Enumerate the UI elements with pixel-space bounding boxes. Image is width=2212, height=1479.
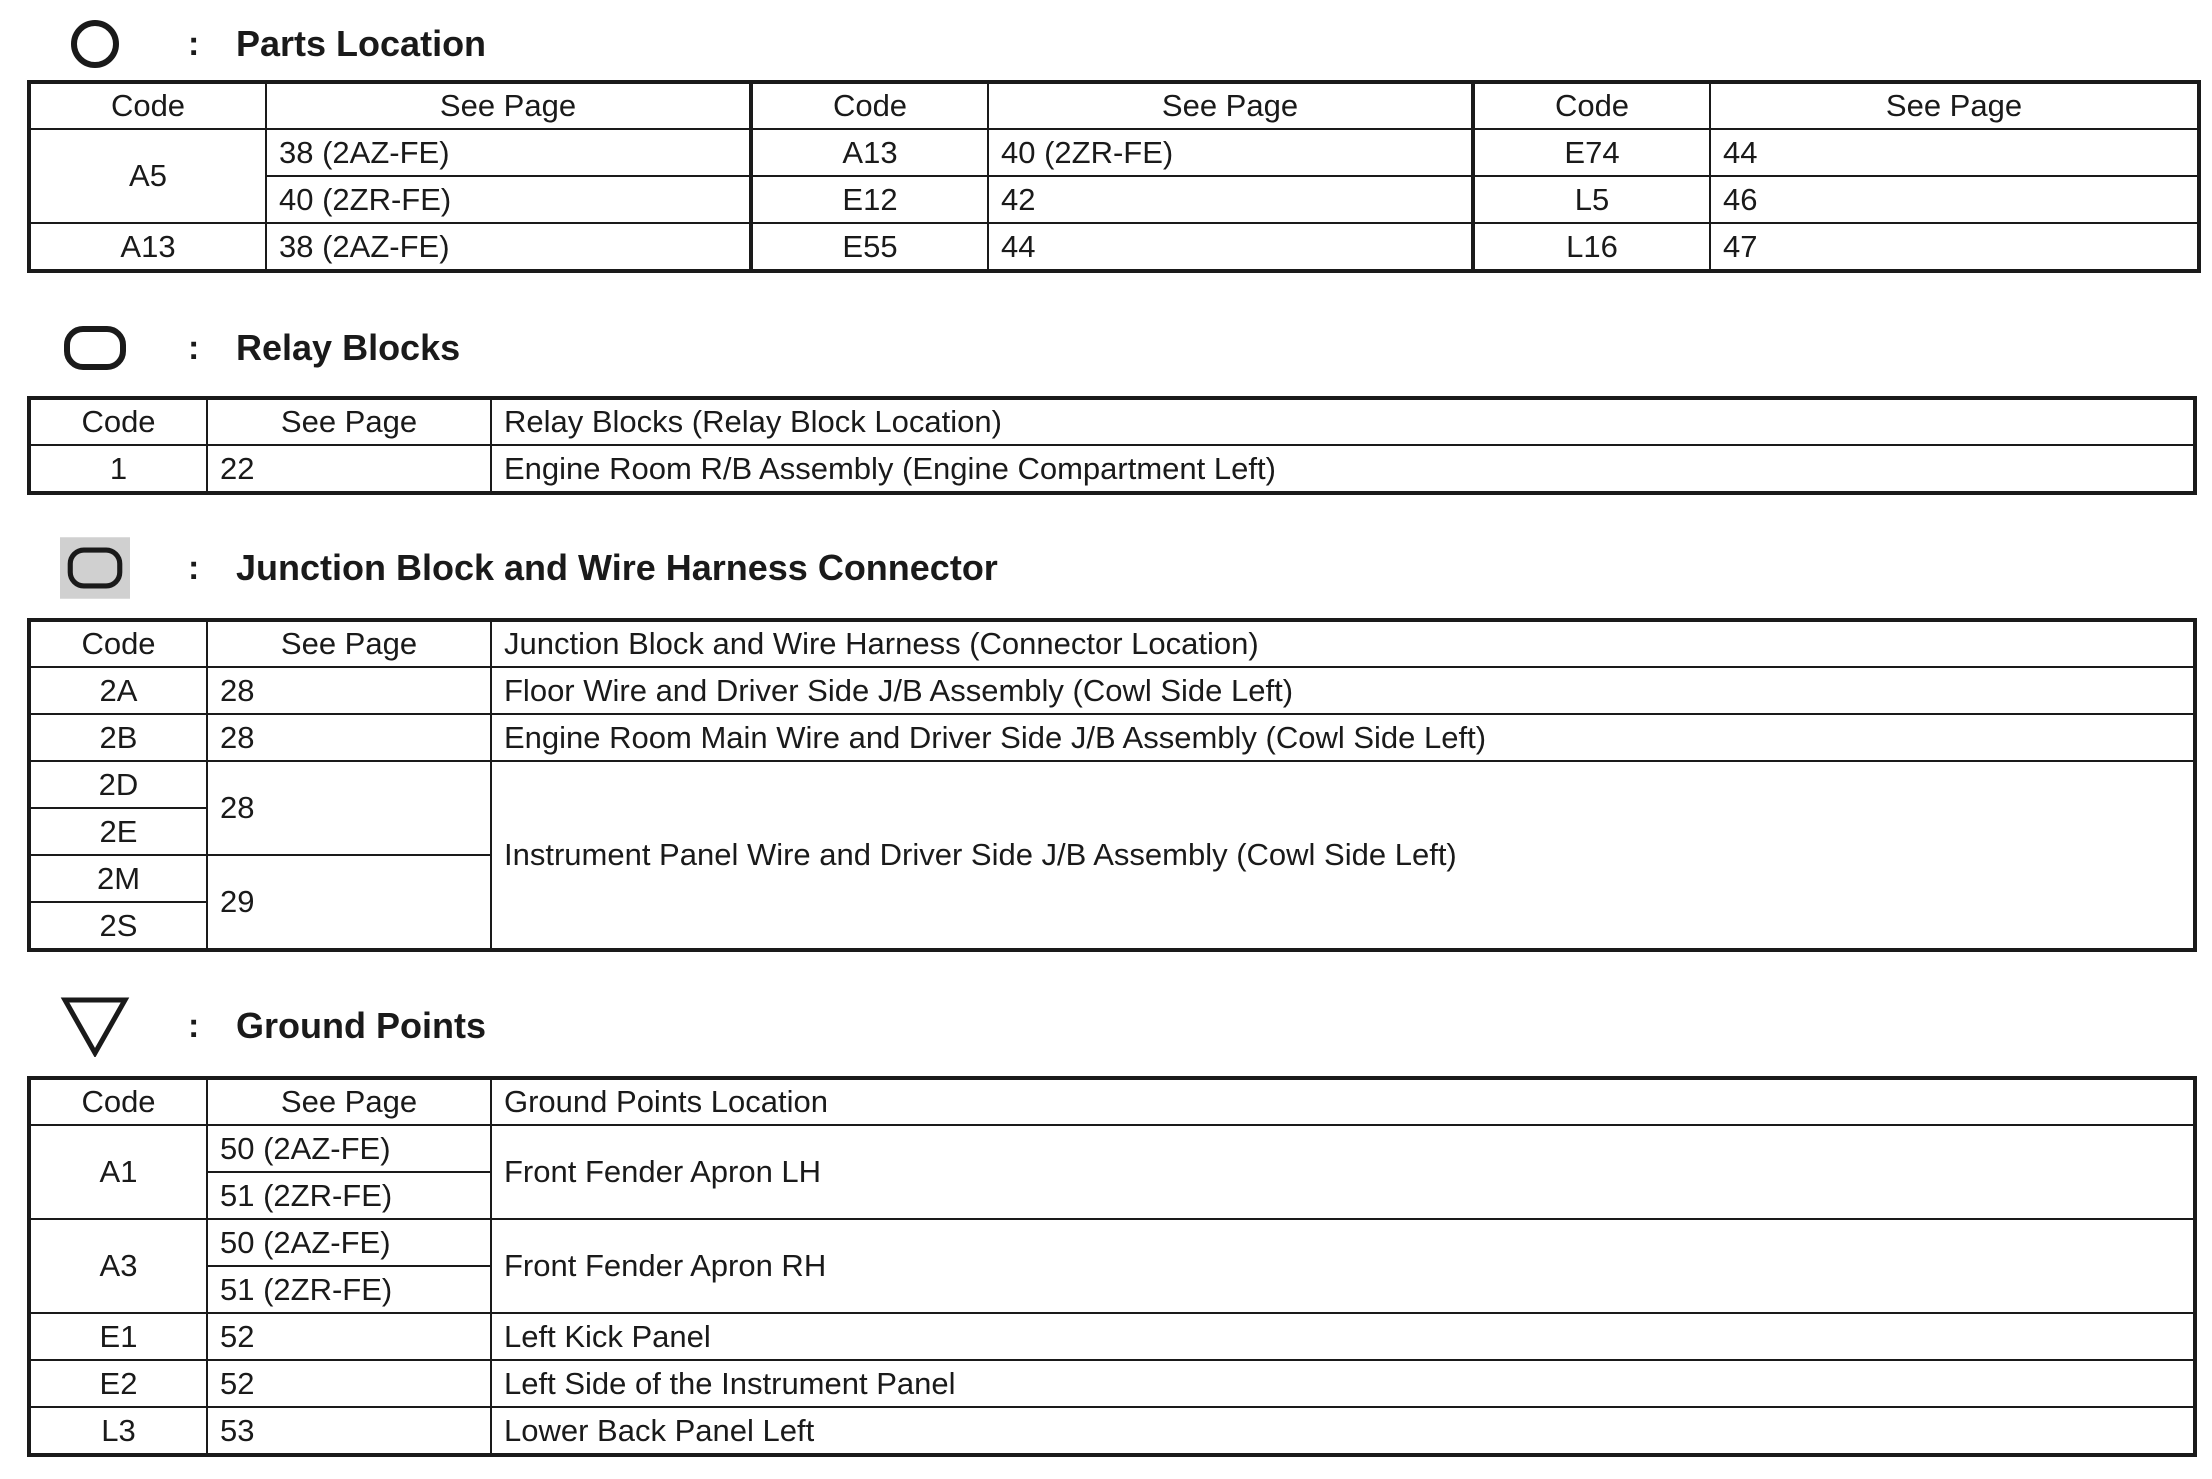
code-cell: A13 xyxy=(29,223,266,271)
page-cell: 28 xyxy=(207,714,491,761)
page-cell: 51 (2ZR-FE) xyxy=(207,1266,491,1313)
desc-cell: Instrument Panel Wire and Driver Side J/B Assembly (Cowl Side Left) xyxy=(491,761,2195,950)
code-cell: E1 xyxy=(29,1313,207,1360)
code-cell: 2E xyxy=(29,808,207,855)
header-cell: See Page xyxy=(988,82,1473,129)
header-cell: See Page xyxy=(207,620,491,667)
page-cell: 50 (2AZ-FE) xyxy=(207,1219,491,1266)
header-cell: Ground Points Location xyxy=(491,1078,2195,1125)
desc-cell: Front Fender Apron RH xyxy=(491,1219,2195,1313)
page-cell: 46 xyxy=(1710,176,2199,223)
page-cell: 42 xyxy=(988,176,1473,223)
page-cell: 22 xyxy=(207,445,491,493)
header-cell: Code xyxy=(1473,82,1710,129)
table-row xyxy=(29,223,2199,271)
code-cell: A5 xyxy=(29,129,266,223)
desc-cell: Front Fender Apron LH xyxy=(491,1125,2195,1219)
header-cell: Code xyxy=(29,620,207,667)
page-cell: 28 xyxy=(207,667,491,714)
shaded-rounded-rect-icon xyxy=(60,536,130,600)
code-cell: E74 xyxy=(1473,129,1710,176)
desc-cell: Lower Back Panel Left xyxy=(491,1407,2195,1455)
page-cell: 51 (2ZR-FE) xyxy=(207,1172,491,1219)
table-row xyxy=(29,1313,2195,1360)
page-cell: 38 (2AZ-FE) xyxy=(266,223,751,271)
junction-block-table xyxy=(27,618,2197,952)
code-cell: E55 xyxy=(751,223,988,271)
code-cell: L16 xyxy=(1473,223,1710,271)
page-cell: 38 (2AZ-FE) xyxy=(266,129,751,176)
page-cell: 44 xyxy=(988,223,1473,271)
code-cell: A3 xyxy=(29,1219,207,1313)
table-row xyxy=(29,176,2199,223)
section-title: Junction Block and Wire Harness Connector xyxy=(236,547,998,588)
section-colon: : xyxy=(188,1006,200,1045)
code-cell: 2M xyxy=(29,855,207,902)
header-cell: Code xyxy=(29,82,266,129)
page-cell: 29 xyxy=(207,855,491,950)
header-cell: See Page xyxy=(207,398,491,445)
code-cell: E2 xyxy=(29,1360,207,1407)
table-row xyxy=(29,1219,2195,1266)
header-cell: See Page xyxy=(207,1078,491,1125)
page-cell: 47 xyxy=(1710,223,2199,271)
code-cell: A1 xyxy=(29,1125,207,1219)
header-cell: Relay Blocks (Relay Block Location) xyxy=(491,398,2195,445)
page-cell: 50 (2AZ-FE) xyxy=(207,1125,491,1172)
desc-cell: Left Side of the Instrument Panel xyxy=(491,1360,2195,1407)
page-cell: 53 xyxy=(207,1407,491,1455)
page-cell: 52 xyxy=(207,1360,491,1407)
code-cell: A13 xyxy=(751,129,988,176)
table-row xyxy=(29,667,2195,714)
page-cell: 40 (2ZR-FE) xyxy=(988,129,1473,176)
section-title: Ground Points xyxy=(236,1005,486,1046)
table-row xyxy=(29,1360,2195,1407)
section-colon: : xyxy=(188,548,200,587)
desc-cell: Left Kick Panel xyxy=(491,1313,2195,1360)
ground-points-header xyxy=(60,994,486,1058)
circle-icon xyxy=(60,12,130,76)
table-row xyxy=(29,445,2195,493)
table-row xyxy=(29,1125,2195,1172)
table-header-row xyxy=(29,1078,2195,1125)
rounded-rect-icon xyxy=(60,316,130,380)
table-row xyxy=(29,1407,2195,1455)
header-cell: Code xyxy=(29,398,207,445)
section-colon: : xyxy=(188,24,200,63)
code-cell: L3 xyxy=(29,1407,207,1455)
code-cell: E12 xyxy=(751,176,988,223)
parts-location-table xyxy=(27,80,2201,273)
table-header-row xyxy=(29,82,2199,129)
table-header-row xyxy=(29,398,2195,445)
parts-location-header xyxy=(60,12,486,76)
table-row xyxy=(29,714,2195,761)
header-cell: See Page xyxy=(266,82,751,129)
table-header-row xyxy=(29,620,2195,667)
desc-cell: Engine Room Main Wire and Driver Side J/B Assembly (Cowl Side Left) xyxy=(491,714,2195,761)
code-cell: 2A xyxy=(29,667,207,714)
code-cell: 2S xyxy=(29,902,207,950)
section-title: Relay Blocks xyxy=(236,327,461,368)
relay-blocks-table xyxy=(27,396,2197,495)
table-row xyxy=(29,129,2199,176)
relay-blocks-header xyxy=(60,316,460,380)
section-colon: : xyxy=(188,328,200,367)
code-cell: 2D xyxy=(29,761,207,808)
page-cell: 40 (2ZR-FE) xyxy=(266,176,751,223)
triangle-icon xyxy=(60,994,130,1058)
ground-points-table xyxy=(27,1076,2197,1457)
code-cell: L5 xyxy=(1473,176,1710,223)
page-cell: 44 xyxy=(1710,129,2199,176)
section-title: Parts Location xyxy=(236,23,487,64)
code-cell: 1 xyxy=(29,445,207,493)
desc-cell: Engine Room R/B Assembly (Engine Compartment Left) xyxy=(491,445,2195,493)
junction-block-header xyxy=(60,536,998,600)
header-cell: Code xyxy=(29,1078,207,1125)
header-cell: Code xyxy=(751,82,988,129)
page-cell: 28 xyxy=(207,761,491,855)
desc-cell: Floor Wire and Driver Side J/B Assembly (Cowl Side Left) xyxy=(491,667,2195,714)
header-cell: See Page xyxy=(1710,82,2199,129)
page-cell: 52 xyxy=(207,1313,491,1360)
header-cell: Junction Block and Wire Harness (Connector Location) xyxy=(491,620,2195,667)
table-row xyxy=(29,761,2195,808)
code-cell: 2B xyxy=(29,714,207,761)
